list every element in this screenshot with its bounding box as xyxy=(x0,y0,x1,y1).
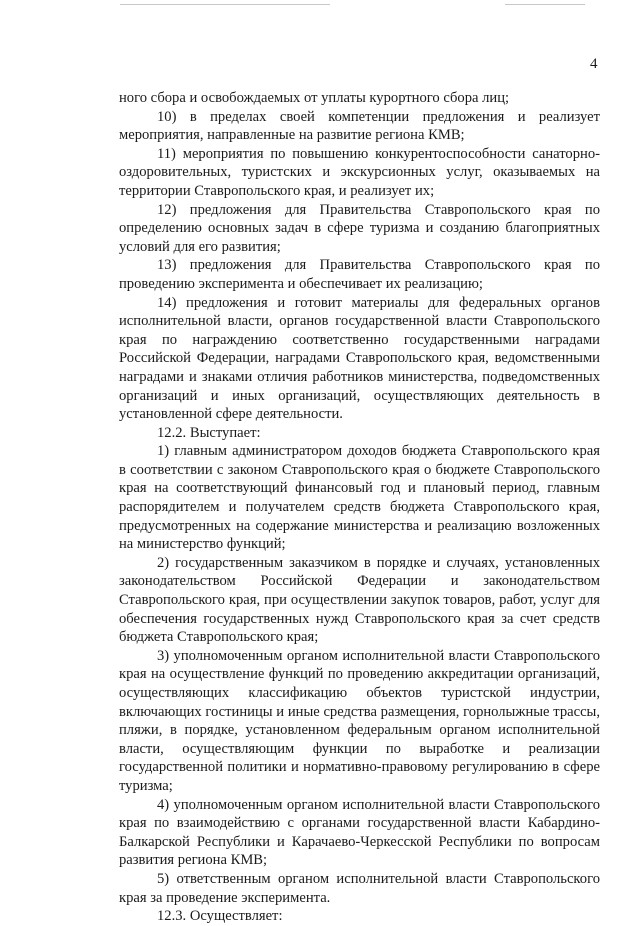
paragraph-item-3: 3) уполномоченным органом исполнительной власти Ставропольского края на осуществление функций по проведению аккредитации организаций, осуществляющих классификацию объектов туристской индустрии, включающих гостиницы и иные средства размещения, горнолыжные трассы, пляжи, в порядке, установленном федеральным органом исполнительной власти, осуществляющим функции по выработке и реализации государственной политики и нормативно-правовому регулированию в сфере туризма; xyxy=(119,647,600,794)
scan-edge-mark xyxy=(505,4,585,5)
paragraph-item-10: 10) в пределах своей компетенции предложения и реализует мероприятия, направленные на развитие региона КМВ; xyxy=(119,108,600,144)
scan-edge-mark xyxy=(120,4,330,5)
paragraph-item-11: 11) мероприятия по повышению конкурентоспособности санаторно-оздоровительных, туристских и экскурсионных услуг, оказываемых на территории Ставропольского края, и реализует их; xyxy=(119,145,600,199)
paragraph-continuation: ного сбора и освобождаемых от уплаты курортного сбора лиц; xyxy=(119,90,510,106)
paragraph-item-12: 12) предложения для Правительства Ставропольского края по определению основных задач в сфере туризма и созданию благоприятных условий для его развития; xyxy=(119,201,600,255)
document-body xyxy=(119,89,600,926)
paragraph-item-14: 14) предложения и готовит материалы для федеральных органов исполнительной власти, органов государственной власти Ставропольского края по награждению соответственно государственными наградами Российской Федерации, наградами Ставропольского края, ведомственными наградами и знаками отличия работников министерства, подведомственных организаций и иных организаций, осуществляющих деятельность в установленной сфере деятельности. xyxy=(119,294,600,423)
section-heading-12-3: 12.3. Осуществляет: xyxy=(157,908,283,925)
page-number: 4 xyxy=(590,56,598,72)
paragraph-item-5: 5) ответственным органом исполнительной власти Ставропольского края за проведение эксперимента. xyxy=(119,870,600,906)
paragraph-item-4: 4) уполномоченным органом исполнительной власти Ставропольского края по взаимодействию с органами государственной власти Кабардино-Балкарской Республики и Карачаево-Черкесской Республики по вопросам развития региона КМВ; xyxy=(119,796,600,869)
paragraph-item-2: 2) государственным заказчиком в порядке и случаях, установленных законодательством Российской Федерации и законодательством Ставропольского края, при осуществлении закупок товаров, работ, услуг для обеспечения государственных нужд Ставропольского края за счет средств бюджета Ставропольского края; xyxy=(119,554,600,646)
section-heading-12-2: 12.2. Выступает: xyxy=(157,424,261,441)
paragraph-item-13: 13) предложения для Правительства Ставропольского края по проведению эксперимента и обеспечивает их реализацию; xyxy=(119,257,600,292)
paragraph-item-1: 1) главным администратором доходов бюджета Ставропольского края в соответствии с законом Ставропольского края о бюджете Ставропольского края на соответствующий финансовый год и плановый период, главным распорядителем и получателем средств бюджета Ставропольского края, предусмотренных на содержание министерства и реализацию возложенных на министерство функций; xyxy=(119,443,600,553)
